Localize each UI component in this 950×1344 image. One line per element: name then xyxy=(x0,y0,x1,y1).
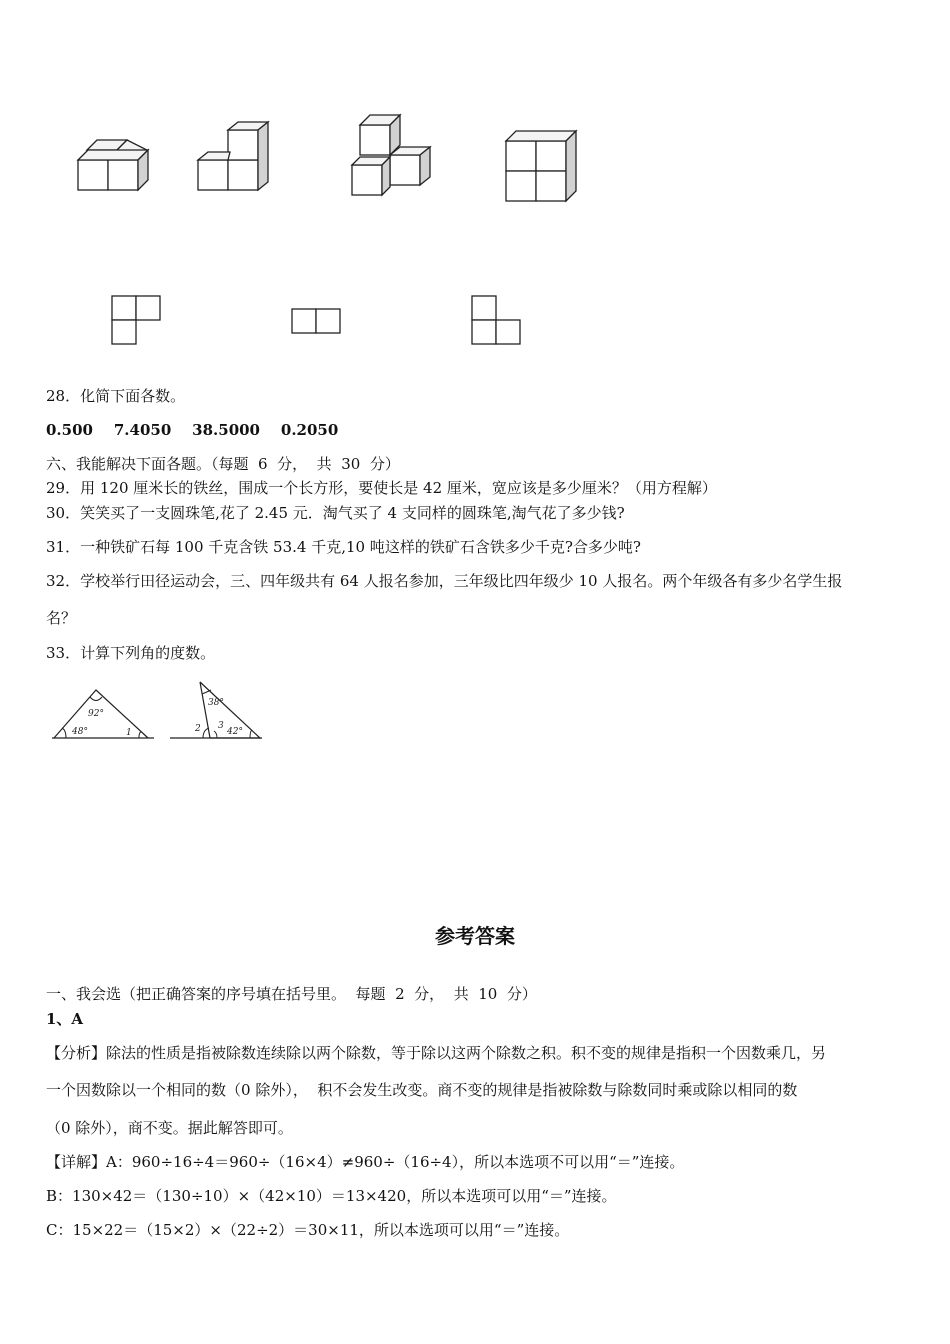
views-figure xyxy=(100,290,540,350)
view-3 xyxy=(472,296,520,344)
view-2 xyxy=(292,309,340,333)
answers-section-1-heading: 一、我会选（把正确答案的序号填在括号里。 每题 2 分， 共 10 分） xyxy=(46,985,537,1003)
answer-1: 1、A xyxy=(46,1010,84,1028)
triangle-2-right-angle: 42° xyxy=(227,727,243,737)
q29-text: 29．用 120 厘米长的铁丝，围成一个长方形，要使长是 42 厘米，宽应该是多少厘米？（用方程解） xyxy=(46,479,717,497)
view-1 xyxy=(112,296,160,344)
q33-text: 33．计算下列角的度数。 xyxy=(46,644,216,662)
detail-c: C：15×22＝（15×2）×（22÷2）＝30×11，所以本选项可以用“＝”连接。 xyxy=(46,1221,570,1239)
q32-line1: 32．学校举行田径运动会，三、四年级共有 64 人报名参加，三年级比四年级少 10 人报名。两个年级各有多少名学生报 xyxy=(46,572,843,590)
triangle-1-right-angle: 1 xyxy=(126,728,132,738)
cube-models-figure xyxy=(60,105,600,215)
triangle-1 xyxy=(52,690,154,738)
q32-line2: 名？ xyxy=(46,609,77,627)
cube-model-2 xyxy=(198,122,268,190)
analysis-line-3: （0 除外），商不变。据此解答即可。 xyxy=(46,1119,293,1137)
cube-model-3 xyxy=(352,115,430,195)
triangle-1-left-angle: 48° xyxy=(72,727,88,737)
q30-text: 30．笑笑买了一支圆珠笔,花了 2.45 元．淘气买了 4 支同样的圆珠笔,淘气花了多少钱? xyxy=(46,504,625,522)
cube-model-4 xyxy=(506,131,576,201)
q28-numbers: 0.500 7.4050 38.5000 0.2050 xyxy=(46,421,339,439)
q28-label: 28．化简下面各数。 xyxy=(46,387,186,405)
q31-text: 31．一种铁矿石每 100 千克含铁 53.4 千克,10 吨这样的铁矿石含铁多少千克?合多少吨? xyxy=(46,538,641,556)
triangle-2-angle-3: 3 xyxy=(218,721,224,731)
triangle-2-top-angle: 38° xyxy=(208,698,224,708)
triangle-1-top-angle: 92° xyxy=(88,709,104,719)
detail-a: 【详解】A：960÷16÷4＝960÷（16×4）≠960÷（16÷4），所以本选项不可以用“＝”连接。 xyxy=(46,1153,685,1171)
triangle-2-angle-2: 2 xyxy=(195,724,201,734)
angle-triangles-figure xyxy=(50,678,270,743)
section-6-heading: 六、我能解决下面各题。（每题 6 分， 共 30 分） xyxy=(46,455,400,473)
analysis-line-1: 【分析】除法的性质是指被除数连续除以两个除数，等于除以这两个除数之积。积不变的规律是指积一个因数乘几，另 xyxy=(46,1044,827,1062)
answers-title: 参考答案 xyxy=(435,924,515,948)
detail-b: B：130×42＝（130÷10）×（42×10）＝13×420，所以本选项可以用“＝”连接。 xyxy=(46,1187,617,1205)
cube-model-1 xyxy=(78,140,148,190)
analysis-line-2: 一个因数除以一个相同的数（0 除外）， 积不会发生改变。商不变的规律是指被除数与除数同时乘或除以相同的数 xyxy=(46,1081,798,1099)
triangle-2 xyxy=(170,682,262,738)
